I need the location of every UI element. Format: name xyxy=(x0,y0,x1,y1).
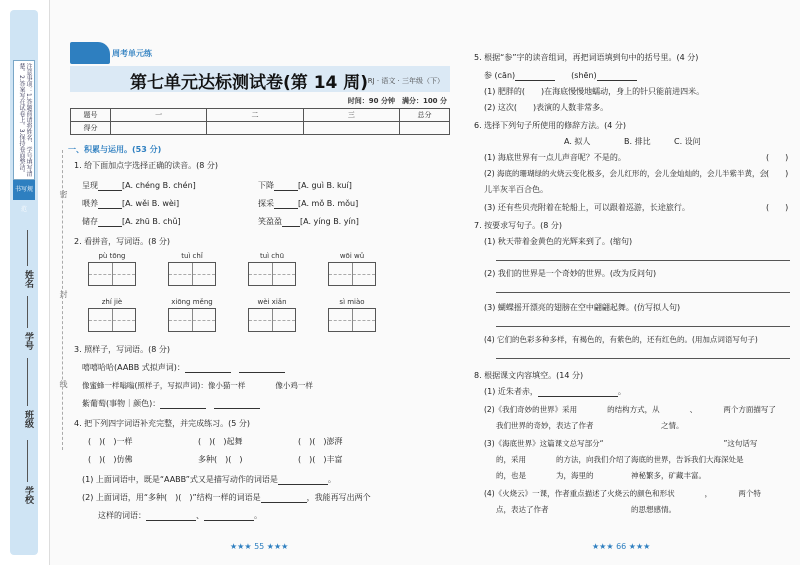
answer-blank[interactable] xyxy=(282,219,300,227)
writing-grid[interactable] xyxy=(88,262,136,286)
q1-prompt: 1. 给下面加点字选择正确的读音。(8 分) xyxy=(74,161,219,170)
answer-blank[interactable] xyxy=(274,183,298,191)
answer-blank[interactable] xyxy=(274,201,298,209)
writing-grid[interactable] xyxy=(168,308,216,332)
answer-blank[interactable] xyxy=(98,201,122,209)
answer-paren[interactable]: ( ) xyxy=(766,169,789,178)
score-cell[interactable] xyxy=(400,122,450,135)
q6-prompt: 6. 选择下列句子所使用的修辞方法。(4 分) xyxy=(474,121,627,130)
q6-option: A. 拟人 xyxy=(564,137,591,146)
binding-sidebar xyxy=(0,0,50,565)
q1-item: 储存 [A. zhū B. chǔ] xyxy=(82,217,181,226)
pinyin-label: tuì chū xyxy=(259,252,285,260)
answer-blank[interactable] xyxy=(214,401,260,409)
answer-paren[interactable]: ( ) xyxy=(766,203,789,212)
writing-grid[interactable] xyxy=(88,308,136,332)
pinyin-label: wōi wǔ xyxy=(339,252,365,260)
q4-item: ( )( )澎湃 xyxy=(298,437,343,446)
name-line[interactable] xyxy=(27,230,28,266)
series-badge xyxy=(70,42,110,64)
q8-sentence-cont: 的，采用 的方法，向我们介绍了海底的世界，告诉我们大海深处是 xyxy=(496,455,774,464)
time-score-info: 时间：90 分钟 满分：100 分 xyxy=(347,97,447,105)
class-label: 班级 xyxy=(23,410,33,428)
school-line[interactable] xyxy=(27,440,28,482)
q8-prompt: 8. 根据课文内容填空。(14 分) xyxy=(474,371,584,380)
q6-sentence-cont: 儿半灰半百合色。 xyxy=(484,185,548,194)
answer-blank[interactable] xyxy=(160,401,206,409)
q8-sentence-cont: 的，也是 为，海里的 神秘繁多，矿藏丰富。 xyxy=(496,471,706,480)
answer-line[interactable] xyxy=(496,260,790,261)
q6-sentence: (1) 海底世界有一点儿声音呢？不是的。 xyxy=(484,153,626,162)
q4-item: ( )( )丰富 xyxy=(298,455,343,464)
page-number-left: ★★★ 55 ★★★ xyxy=(230,542,289,551)
answer-blank[interactable] xyxy=(597,73,637,81)
page-number-right: ★★★ 66 ★★★ xyxy=(592,542,651,551)
q7-sentence: (3) 蝴蝶摇开漂亮的翅膀在空中翩翩起舞。(仿写拟人句) xyxy=(484,303,681,312)
notice-tag: 书写规范 xyxy=(13,180,35,200)
score-cell[interactable] xyxy=(207,122,303,135)
q4-sub2: (2) 上面词语，用“多种( )( )”结构一样的词语是 ，我能再写出两个 xyxy=(82,493,371,502)
q8-sentence: (2)《我们奇妙的世界》采用 的结构方式，从 、 两个方面描写了 xyxy=(484,405,776,414)
answer-blank[interactable] xyxy=(239,365,285,373)
q4-prompt: 4. 把下列四字词语补充完整，并完成练习。(5 分) xyxy=(74,419,251,428)
fold-mark-1: 密 xyxy=(59,190,68,198)
q7-sentence: (2) 我们的世界是一个奇妙的世界。(改为反问句) xyxy=(484,269,657,278)
school-label: 学校 xyxy=(23,486,33,504)
q8-sentence: (4)《火烧云》一课，作者重点描述了火烧云的颜色和形状 ， 两个特 xyxy=(484,489,761,498)
score-head-total: 总分 xyxy=(400,109,450,122)
pinyin-label: zhí jiè xyxy=(101,298,123,306)
title-banner xyxy=(70,66,450,92)
answer-blank[interactable] xyxy=(146,513,196,521)
q3-line: 紫葡萄(事物｜颜色)： xyxy=(82,398,260,409)
q2-prompt: 2. 看拼音，写词语。(8 分) xyxy=(74,237,171,246)
page-title: 第七单元达标测试卷(第 14 周) xyxy=(130,73,369,93)
score-head-3: 三 xyxy=(303,109,399,122)
q4-sub2-end: 这样的词语： 、 。 xyxy=(98,511,262,520)
answer-blank[interactable] xyxy=(261,495,307,503)
answer-blank[interactable] xyxy=(98,183,122,191)
q6-sentence: (3) 还有些贝壳附着在轮船上，可以跟着巡游，长途旅行。 xyxy=(484,203,690,212)
q3-prompt: 3. 照样子，写词语。(8 分) xyxy=(74,345,171,354)
q3-line: 嘻嘻哈哈(AABB 式拟声词)： xyxy=(82,362,285,373)
answer-paren[interactable]: ( ) xyxy=(766,153,789,162)
writing-grid[interactable] xyxy=(248,262,296,286)
answer-blank[interactable] xyxy=(278,477,328,485)
pinyin-label: xiōng měng xyxy=(171,298,213,306)
writing-grid[interactable] xyxy=(328,262,376,286)
q6-sentence: (2) 海底的珊瑚绿的火烧云变化极多，会儿红形的，会儿金灿灿的，会儿半紫半黄，会 xyxy=(484,169,768,178)
q5-readings: 参 (cān) (shēn) xyxy=(484,70,637,81)
fold-dash-line xyxy=(62,150,63,450)
answer-blank[interactable] xyxy=(98,219,122,227)
answer-line[interactable] xyxy=(496,292,790,293)
pinyin-label: pù tōng xyxy=(98,252,126,260)
q5-sub2: (2) 这次( )表演的人数非常多。 xyxy=(484,103,609,112)
q8-sentence: (1) 近朱者赤， 。 xyxy=(484,387,626,396)
q7-sentence: (1) 秋天带着金黄色的光辉来到了。(缩句) xyxy=(484,237,633,246)
answer-line[interactable] xyxy=(496,326,790,327)
name-label: 姓名 xyxy=(23,270,33,288)
series-label: 周考单元练 xyxy=(112,49,152,58)
id-line[interactable] xyxy=(27,296,28,328)
q5-prompt: 5. 根据“参”字的读音组词，再把词语填到句中的括号里。(4 分) xyxy=(474,53,699,62)
answer-line[interactable] xyxy=(496,358,790,359)
q8-sentence-cont: 我们世界的奇妙，表达了作者 之情。 xyxy=(496,421,684,430)
pinyin-label: sì miào xyxy=(339,298,365,306)
q6-option: B. 排比 xyxy=(624,137,651,146)
q7-prompt: 7. 按要求写句子。(8 分) xyxy=(474,221,563,230)
q1-item: 下降 [A. guì B. kuí] xyxy=(258,181,352,190)
q4-item: ( )( )仿佛 xyxy=(88,455,133,464)
answer-blank[interactable] xyxy=(185,365,231,373)
right-page xyxy=(474,46,794,561)
id-label: 学号 xyxy=(23,332,33,350)
writing-grid[interactable] xyxy=(248,308,296,332)
q1-item: 笑盈盈 [A. yíng B. yín] xyxy=(258,217,359,226)
writing-grid[interactable] xyxy=(168,262,216,286)
q8-sentence-cont: 点，表达了作者 的思想感情。 xyxy=(496,505,676,514)
q4-item: ( )( )一样 xyxy=(88,437,133,446)
q4-item: 多种( )( ) xyxy=(198,455,243,464)
q5-sub1: (1) 肥胖的( )在海底慢慢地蠕动，身上的针只能前进四米。 xyxy=(484,87,705,96)
q3-line: 像蜜蜂一样嗡嗡(照样子，写拟声词)：像小猫一样 像小鸡一样 xyxy=(82,381,313,390)
class-line[interactable] xyxy=(27,358,28,406)
score-head-2: 二 xyxy=(207,109,303,122)
pinyin-label: wèi xiǎn xyxy=(257,298,287,306)
pinyin-label: tuì chǐ xyxy=(181,252,203,260)
q1-item: 探采 [A. mǒ B. mǒu] xyxy=(258,199,359,208)
fold-mark-3: 线 xyxy=(59,380,68,388)
q1-item: 呈现 [A. chéng B. chén] xyxy=(82,181,196,190)
score-cell[interactable] xyxy=(111,122,207,135)
q6-option: C. 设问 xyxy=(674,137,701,146)
q7-sentence: (4) 它们的色彩多种多样，有褐色的，有紫色的，还有红色的。(用加点词语写句子) xyxy=(484,335,758,344)
q4-item: ( )( )起舞 xyxy=(198,437,243,446)
answer-blank[interactable] xyxy=(204,513,254,521)
q1-item: 喂养 [A. wěi B. wèi] xyxy=(82,199,180,208)
answer-blank[interactable] xyxy=(538,389,618,397)
q8-sentence: (3)《海底世界》这篇课文总写部分“ ”这句话写 xyxy=(484,439,758,448)
score-table xyxy=(70,108,450,135)
notice-box: 注意事项：1.答题前请将姓名、学号填写清楚。2.答案写在试卷上。3.保持卷面整洁。 xyxy=(13,60,35,180)
score-row-label: 得分 xyxy=(71,122,111,135)
fold-mark-2: 封 xyxy=(59,290,68,298)
q4-sub1: (1) 上面词语中，既是“AABB”式又是描写动作的词语是 。 xyxy=(82,475,336,484)
edition-tag: RJ · 语文 · 三年级（下） xyxy=(367,77,444,85)
section-1-heading: 一、积累与运用。(53 分) xyxy=(68,145,162,154)
writing-grid[interactable] xyxy=(328,308,376,332)
answer-blank[interactable] xyxy=(515,73,555,81)
score-head-label: 题号 xyxy=(71,109,111,122)
left-page xyxy=(68,40,453,560)
score-head-1: 一 xyxy=(111,109,207,122)
score-cell[interactable] xyxy=(303,122,399,135)
